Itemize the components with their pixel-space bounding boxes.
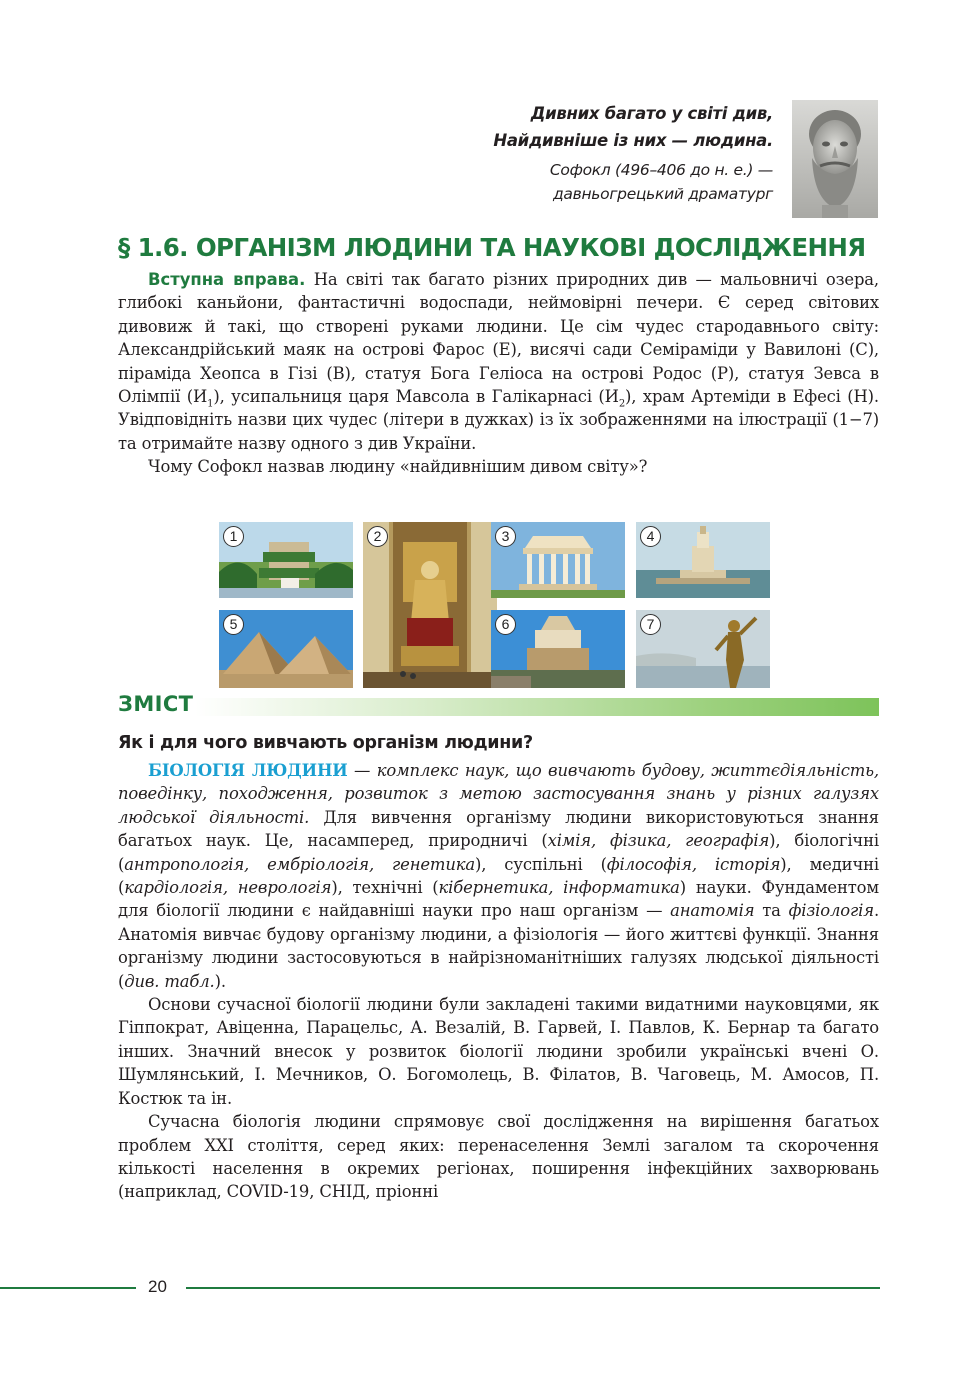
term-physiology: фізіологія bbox=[788, 901, 874, 921]
sciences-natural: хімія, фізика, географія bbox=[547, 831, 770, 851]
subsection-heading: Як і для чого вивчають організм людини? bbox=[118, 733, 533, 753]
image-number-6: 6 bbox=[495, 614, 516, 635]
term-definition: — комплекс наук, що вивчають будову, життєдіяльність, поведінку, походження, розвиток з метою застосування знань у різних галузях людської діяльності. bbox=[118, 761, 879, 827]
sophocles-portrait bbox=[792, 100, 878, 218]
body-text: . Анатомія вивчає будову організму людини, а фізіологія — його життєві функції. Знання організму людини застосовуються в найрізноманітніших галузях людської діяльності ( bbox=[118, 901, 879, 991]
body-paragraph-3: Сучасна біологія людини спрямовує свої дослідження на вирішення багатьох проблем XXI століття, серед яких: перенаселення Землі загалом та скорочення кількості населення в окремих регіонах, поширення інфекційних захворювань (наприклад, COVID-19, СНІД, пріонні bbox=[118, 1112, 879, 1202]
epigraph-author: Софокл (496–406 до н. е.) — bbox=[549, 161, 773, 179]
section-title: § 1.6. ОРГАНІЗМ ЛЮДИНИ ТА НАУКОВІ ДОСЛІДЖЕННЯ bbox=[118, 233, 866, 262]
body-text: ), біологічні ( bbox=[118, 831, 879, 874]
body-text: Для вивчення організму людини використовуються знання багатьох наук. Це, насамперед, природничі ( bbox=[118, 807, 879, 851]
image-number-3: 3 bbox=[495, 526, 516, 547]
main-body bbox=[118, 759, 879, 1204]
key-term: БІОЛОГІЯ ЛЮДИНИ bbox=[148, 761, 348, 780]
body-text: та bbox=[754, 901, 789, 921]
image-4-lighthouse-of-alexandria bbox=[636, 522, 770, 598]
sciences-social: філософія, історія bbox=[606, 854, 781, 874]
term-anatomy: анатомія bbox=[670, 901, 755, 921]
sciences-medical: кардіологія, неврологія bbox=[124, 878, 332, 898]
intro-question: Чому Софокл назвав людину «найдивнішим дивом світу»? bbox=[148, 457, 648, 477]
intro-paragraph bbox=[118, 268, 879, 455]
epigraph-quote-line-2: Найдивніше із них — людина. bbox=[493, 131, 773, 150]
body-text: ) науки. Фундаментом для біології людини є найдавніші науки про наш організм — bbox=[118, 878, 879, 921]
intro-lead: Вступна вправа. bbox=[148, 270, 306, 289]
subscript-1: 1 bbox=[207, 398, 214, 410]
intro-text-b: ), усипальниця царя Мавсола в Галікарнасі (И bbox=[213, 387, 619, 407]
epigraph-quote-line-1: Дивних багато у світі див, bbox=[530, 104, 773, 123]
image-2-statue-of-zeus bbox=[363, 522, 497, 688]
footer-rule-left bbox=[0, 1287, 136, 1289]
epigraph-author-role: давньогрецький драматург bbox=[553, 185, 773, 203]
body-text: ). bbox=[214, 971, 226, 991]
image-1-hanging-gardens bbox=[219, 522, 353, 598]
image-5-pyramid-of-cheops bbox=[219, 610, 353, 688]
epigraph bbox=[353, 100, 773, 206]
table-reference: див. табл. bbox=[124, 971, 215, 991]
contents-heading-bar bbox=[195, 698, 879, 716]
image-number-1: 1 bbox=[223, 526, 244, 547]
page-number: 20 bbox=[148, 1277, 167, 1296]
image-number-4: 4 bbox=[640, 526, 661, 547]
contents-heading: ЗМІСТ bbox=[118, 692, 194, 716]
image-3-temple-of-artemis bbox=[491, 522, 625, 598]
body-paragraph-1 bbox=[118, 759, 879, 993]
intro-text-c: ), храм Артеміди в Ефесі (Н). Увідповідніть назви цих чудес (літери в дужках) із їх зображеннями на ілюстрації (1−7) та отримайте назву одного з див України. bbox=[118, 387, 879, 453]
subscript-2: 2 bbox=[618, 398, 626, 410]
intro-text-a: На світі так багато різних природних див — мальовничі озера, глибокі каньйони, фантастичні водоспади, неймовірні печери. Є серед світових дивовиж й такі, що створені руками людини. Це сім чудес стародавнього світу: Александрійський маяк на острові Фарос (Е), висячі сади Семіраміди у Вавилоні (С), піраміда Хеопса в Гізі (В), статуя Бога Геліоса на острові Родос (Р), статуя Зевса в Олімпії (И bbox=[118, 270, 879, 407]
body-paragraph-2: Основи сучасної біології людини були закладені такими видатними науковцями, як Гіппократ, Авіценна, Парацельс, А. Везалій, В. Гарвей, І. Павлов, К. Бернар та багато інших. Значний внесок у розвиток біології людини зробили українські вчені О. Шумлянський, І. Мечников, О. Богомолець, В. Філатов, В. Чаговець, М. Амосов, П. Костюк та ін. bbox=[118, 995, 879, 1108]
image-7-colossus-of-rhodes bbox=[636, 610, 770, 688]
body-text: ), медичні ( bbox=[118, 854, 879, 898]
seven-wonders-illustration bbox=[219, 522, 770, 688]
footer-rule-right bbox=[186, 1287, 880, 1289]
image-number-5: 5 bbox=[223, 614, 244, 635]
intro-exercise bbox=[118, 268, 879, 479]
image-number-7: 7 bbox=[640, 614, 661, 635]
sciences-technical: кібернетика, інформатика bbox=[438, 878, 680, 898]
image-6-mausoleum-at-halicarnassus bbox=[491, 610, 625, 688]
body-text: ), технічні ( bbox=[331, 878, 439, 898]
sciences-biological: антропологія, ембріологія, генетика bbox=[124, 854, 475, 874]
body-text: ), суспільні ( bbox=[475, 854, 607, 874]
image-number-2: 2 bbox=[367, 526, 388, 547]
